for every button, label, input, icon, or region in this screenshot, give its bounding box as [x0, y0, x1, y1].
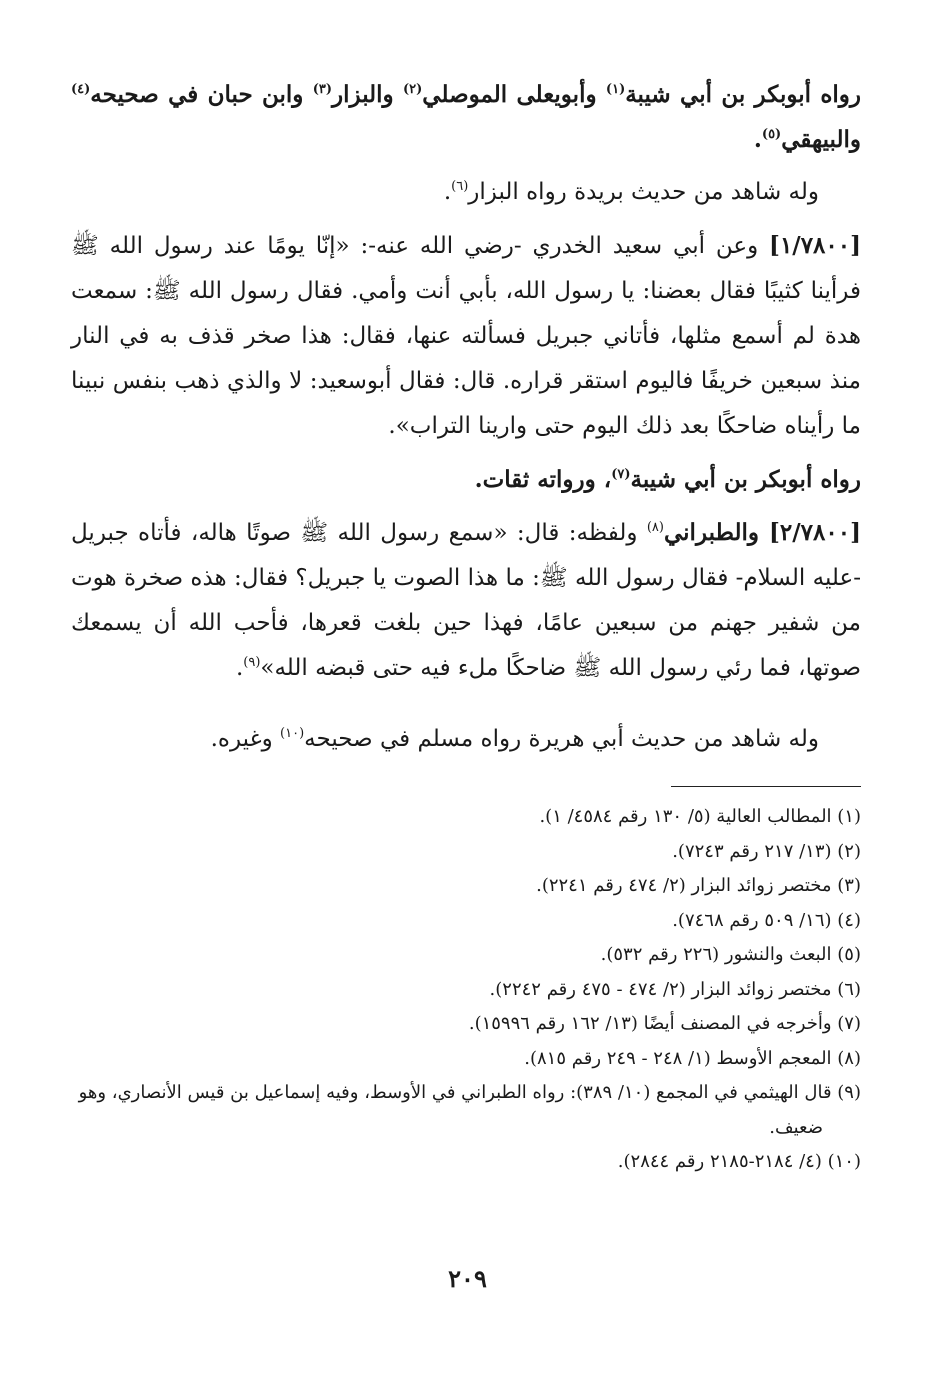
footnote-ref-5[interactable]: (٥)	[761, 127, 782, 142]
footnote-4: (٤) (١٦/ ٥٠٩ رقم ٧٤٦٨).	[672, 909, 861, 931]
page-number: ٢٠٩	[448, 1264, 487, 1293]
footnote-ref-10[interactable]: (١٠)	[280, 726, 305, 741]
paragraph-2: وله شاهد من حديث بريدة رواه البزار$^{(٦)}$.	[443, 179, 819, 205]
footnote-1: (١) المطالب العالية (٥/ ١٣٠ رقم ٤٥٨٤/ ١).	[539, 806, 861, 827]
footnote-ref-7[interactable]: (٧)	[611, 467, 631, 482]
hadith-2: [٢/٧٨٠٠] والطبراني$^{(٨)}$ ولفظه: قال: «سمع رسول الله ﷺ صوتًا هاله، فأتاه جبريل -عليه السلام- فقال رسول الله ﷺ: ما هذا الصوت يا جبريل؟ فقال: هذه صخرة هوت من شفير جهنم من سبعين عامًا، فهذا حين بلغت قعرها، فأحب الله أن يسمعك صوتها، فما رئي رسول الله ﷺ ضاحكًا ملء فيه حتى قبضه الله»$^{(٩)}$.	[71, 519, 861, 681]
footnote-ref-9[interactable]: (٩)	[243, 655, 261, 670]
footnotes	[61, 800, 861, 1180]
footnote-8: (٨) المعجم الأوسط (١/ ٢٤٨ - ٢٤٩ رقم ٨١٥).	[524, 1047, 861, 1069]
paragraph-narration: رواه أبوبكر بن أبي شيبة$^{(٧)}$، ورواته ثقات.	[474, 466, 861, 493]
footnote-9: (٩) قال الهيثمي في المجمع (١٠/ ٣٨٩): رواه الطبراني في الأوسط، وفيه إسماعيل بن قيس الأنصاري، وهو ضعيف.	[78, 1082, 861, 1138]
footnote-7: (٧) وأخرجه في المصنف أيضًا (١٣/ ١٦٢ رقم ١٥٩٩٦).	[468, 1013, 861, 1034]
footnote-ref-2[interactable]: (٢)	[403, 82, 423, 97]
footnote-6: (٦) مختصر زوائد البزار (٢/ ٤٧٤ - ٤٧٥ رقم ٢٢٤٢).	[489, 978, 861, 1000]
footnote-ref-4[interactable]: (٤)	[71, 82, 91, 97]
hadith-number: [١/٧٨٠٠]	[769, 232, 861, 259]
paragraph-witness: وله شاهد من حديث أبي هريرة رواه مسلم في صحيحه$^{(١٠)}$ وغيره.	[210, 726, 819, 752]
footnote-2: (٢) (١٣/ ٢١٧ رقم ٧٢٤٣).	[672, 840, 861, 862]
hadith-number: [٢/٧٨٠٠]	[769, 519, 861, 546]
main-text	[71, 72, 861, 770]
footnote-ref-1[interactable]: (١)	[605, 82, 626, 97]
footnote-3: (٣) مختصر زوائد البزار (٢/ ٤٧٤ رقم ٢٢٤١).	[536, 875, 861, 896]
footnote-5: (٥) البعث والنشور (٢٢٦ رقم ٥٣٢).	[600, 944, 861, 965]
footnote-ref-8[interactable]: (٨)	[646, 520, 664, 535]
footnote-10: (١٠) (٤/ ٢١٨٤-٢١٨٥ رقم ٢٨٤٤).	[617, 1151, 861, 1172]
paragraph-1: رواه أبوبكر بن أبي شيبة$^{(١)}$ وأبويعلى الموصلي$^{(٢)}$ والبزار$^{(٣)}$ وابن حبان في صحيحه$^{(٤)}$ والبيهقي$^{(٥)}$.	[71, 81, 862, 153]
footnote-ref-3[interactable]: (٣)	[312, 82, 333, 97]
hadith-1: [١/٧٨٠٠] وعن أبي سعيد الخدري -رضي الله عنه-: «إنّا يومًا عند رسول الله ﷺ فرأينا كثيبًا فقال بعضنا: يا رسول الله، بأبي أنت وأمي. فقال رسول الله ﷺ: سمعت هدة لم أسمع مثلها، فأتاني جبريل فسألته عنها، فقال: هذا صخر قذف به في النار منذ سبعين خريفًا فاليوم استقر قراره. قال: فقال أبوسعيد: لا والذي ذهب بنفس نبينا ما رأيناه ضاحكًا بعد ذلك اليوم حتى وارينا التراب».	[71, 232, 861, 439]
footnote-divider	[671, 786, 861, 787]
footnote-ref-6[interactable]: (٦)	[451, 179, 469, 194]
